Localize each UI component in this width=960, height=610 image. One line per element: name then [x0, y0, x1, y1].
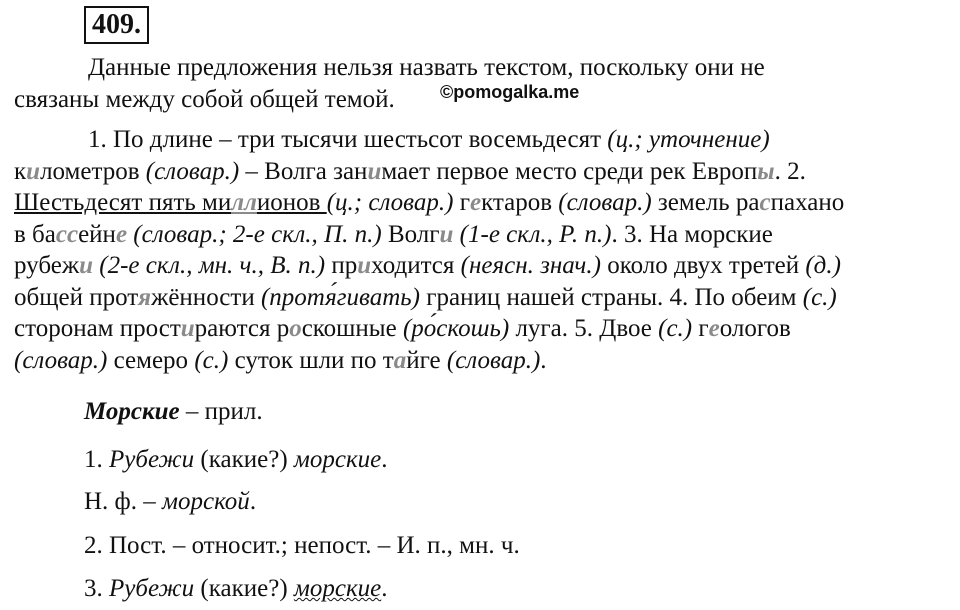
text-segment: общей прот	[14, 283, 139, 311]
analysis-text: .	[381, 446, 388, 473]
analysis-heading	[84, 396, 263, 427]
text-line-5	[14, 250, 949, 282]
text-segment: . 3. На морские	[611, 220, 773, 248]
text-line-8	[14, 345, 949, 377]
text-segment: .	[540, 346, 547, 374]
text-segment: к	[14, 157, 27, 185]
text-note: (словар.)	[145, 157, 240, 185]
spelling-letter: о	[289, 315, 302, 342]
spelling-letter: и	[180, 315, 195, 342]
spelling-letter: е	[708, 315, 720, 342]
spelling-letter: лл	[231, 189, 257, 216]
text-note: (неясн. знач.)	[460, 252, 601, 279]
text-segment: – Волга зан	[239, 157, 368, 185]
text-note: (ц.; уточнение)	[607, 126, 770, 153]
text-segment: пр	[325, 252, 358, 279]
text-segment: в ба	[14, 220, 56, 248]
spelling-letter: я	[138, 283, 152, 311]
intro-line-2: связаны между собой общей темой.	[14, 85, 395, 113]
analysis-text: морской	[162, 488, 250, 515]
text-line-1	[14, 124, 949, 156]
text-note: (ц.; словар.)	[326, 189, 454, 216]
text-segment: земель ра	[651, 189, 760, 216]
text-note: (словар.; 2-е скл., П. п.)	[133, 220, 382, 248]
spelling-letter: е	[115, 220, 128, 248]
analysis-text: 1.	[84, 446, 109, 473]
text-line-4	[14, 219, 949, 251]
text-segment: пахано	[770, 189, 845, 216]
analysis-word: Морские	[84, 398, 180, 425]
text-segment: луга. 5. Двое	[509, 315, 659, 342]
text-note: (ро́скошь)	[402, 315, 510, 342]
text-segment: 1. По длине – три тысячи шестьсот восемьдесят	[88, 126, 608, 153]
analysis-item-4	[84, 573, 388, 604]
text-segment: Шестьдесят пять ми	[14, 189, 232, 216]
text-segment: ходится	[371, 252, 461, 279]
text-segment: г	[453, 189, 470, 216]
analysis-item-1	[84, 444, 388, 475]
text-line-2	[14, 156, 949, 188]
text-segment: . 2.	[774, 157, 806, 185]
text-segment: семеро	[107, 346, 195, 374]
text-note: (словар.)	[558, 189, 652, 216]
text-line-7	[14, 313, 949, 345]
analysis-text: морские	[293, 446, 382, 473]
text-segment: скошные	[301, 315, 403, 342]
exercise-number: 409.	[84, 6, 149, 44]
text-note: (с.)	[802, 283, 837, 311]
text-note: (д.)	[805, 252, 841, 279]
spelling-letter: и	[26, 157, 41, 185]
spelling-letter: сс	[55, 220, 79, 248]
text-segment: ионов	[256, 189, 327, 216]
text-segment: сторонам прост	[14, 315, 181, 342]
analysis-pos: – прил.	[179, 398, 263, 425]
analysis-text: Рубежи	[109, 446, 195, 473]
spelling-letter: и	[367, 157, 382, 185]
spelling-letter: е	[469, 189, 482, 216]
analysis-text: 3.	[84, 575, 109, 602]
text-line-6	[14, 282, 949, 314]
spelling-letter: и	[439, 220, 454, 248]
text-segment: границ нашей страны. 4. По обеим	[419, 283, 803, 311]
analysis-text: (какие?)	[194, 446, 294, 473]
analysis-item-2	[84, 486, 256, 517]
analysis-text: Рубежи	[109, 575, 195, 602]
text-segment: около двух третей	[600, 252, 806, 279]
spelling-letter: а	[393, 346, 407, 374]
text-segment: жённости	[151, 283, 261, 311]
intro-paragraph	[14, 52, 949, 115]
analysis-text: .	[249, 488, 257, 515]
text-segment: рубеж	[14, 252, 80, 279]
spelling-letter: и	[357, 252, 372, 279]
text-note: (1-е скл., Р. п.)	[459, 220, 612, 248]
text-note: (с.)	[658, 315, 693, 342]
text-note: (словар.)	[446, 346, 541, 374]
text-segment: мает первое место среди рек Европ	[381, 157, 758, 185]
text-segment: лометров	[40, 157, 146, 185]
text-note: (словар.)	[14, 346, 108, 374]
text-segment: йге	[406, 346, 447, 374]
text-segment: суток шли по т	[228, 346, 394, 374]
spelling-letter: и	[79, 252, 94, 279]
watermark: ©pomogalka.me	[440, 82, 580, 102]
text-segment: раются р	[194, 315, 290, 342]
text-segment: ологов	[719, 315, 791, 342]
text-segment: г	[692, 315, 709, 342]
text-note: (протя́гивать)	[260, 283, 420, 311]
intro-line-1: Данные предложения нельзя назвать текстом, поскольку они не	[88, 54, 765, 81]
analysis-text: .	[381, 575, 388, 602]
text-line-3	[14, 187, 949, 219]
text-segment: ктаров	[481, 189, 559, 216]
text-note: (с.)	[194, 346, 229, 374]
text-segment: ейн	[78, 220, 116, 248]
spelling-letter: ы	[757, 157, 775, 185]
analysis-text: морские	[293, 575, 382, 602]
exercise-text	[14, 124, 949, 376]
text-segment: Волг	[381, 220, 440, 248]
analysis-text: (какие?)	[194, 575, 294, 602]
analysis-text: Н. ф. –	[84, 488, 163, 515]
analysis-item-3: 2. Пост. – относит.; непост. – И. п., мн. ч.	[84, 532, 520, 559]
text-note: (2-е скл., мн. ч., В. п.)	[99, 252, 326, 279]
spelling-letter: с	[759, 189, 771, 216]
